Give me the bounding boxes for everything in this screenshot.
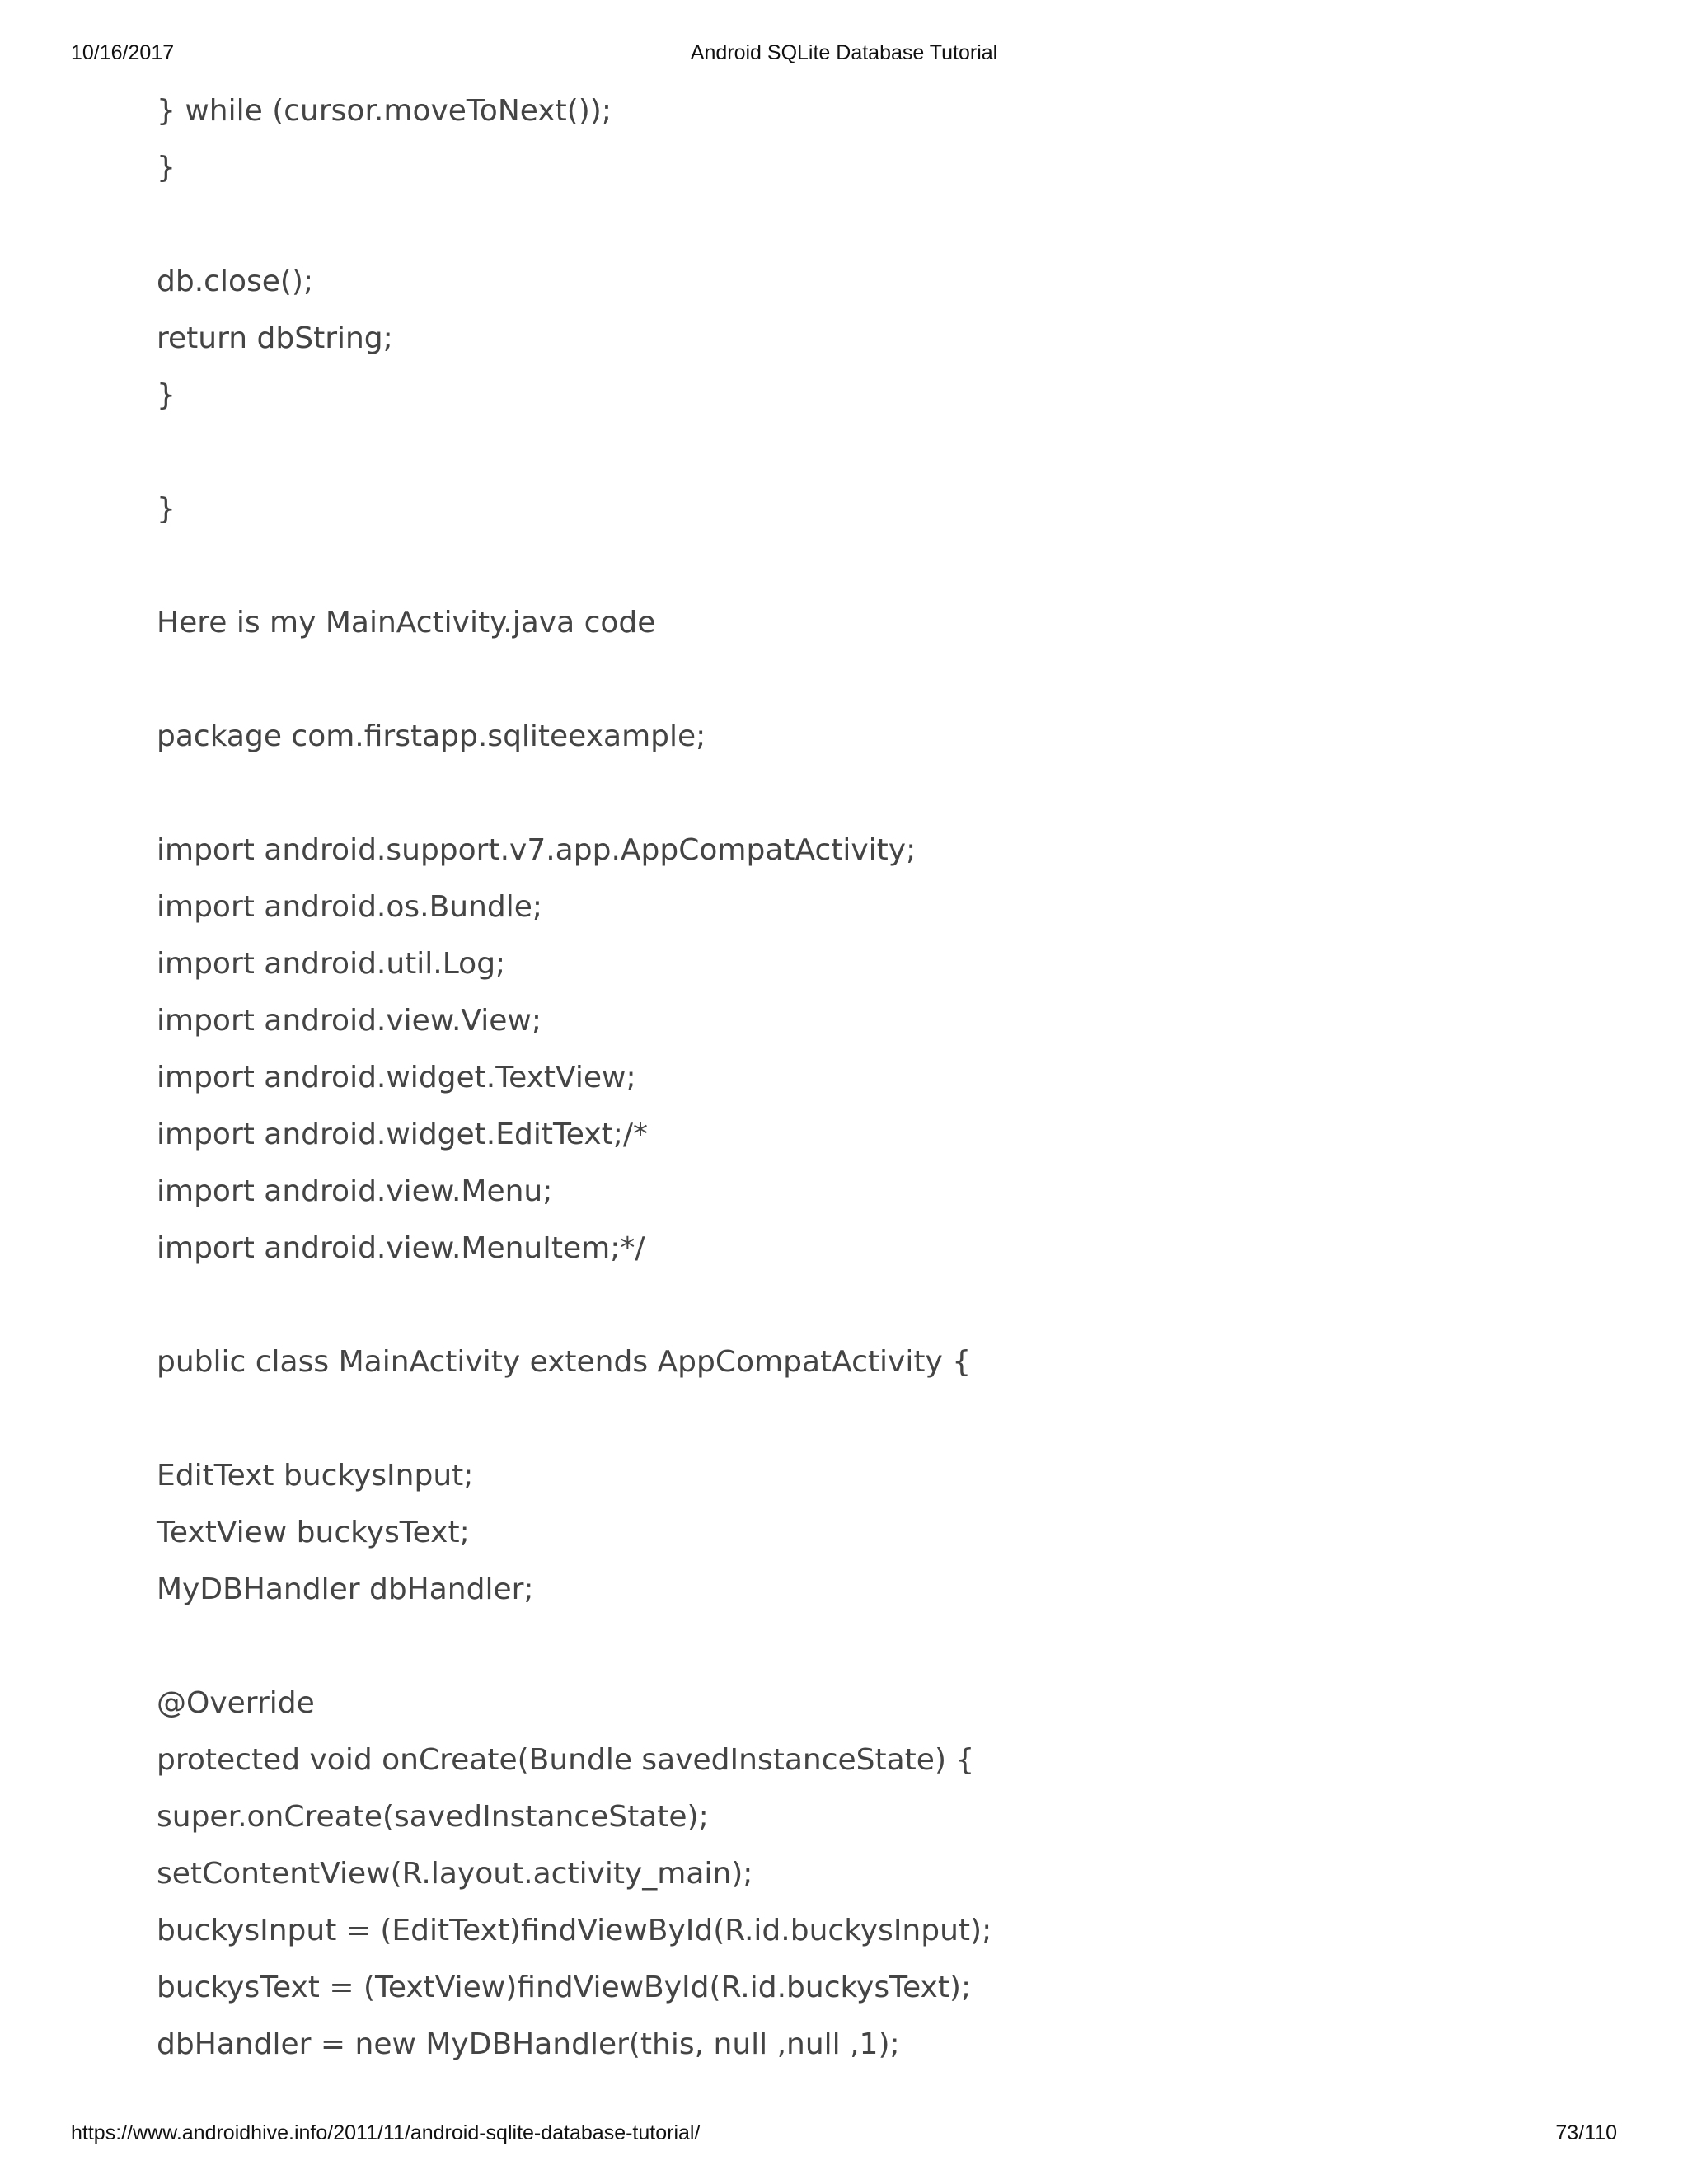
text-line: super.onCreate(savedInstanceState);	[157, 1800, 709, 1834]
blank-line	[157, 1618, 1607, 1675]
text-line: import android.view.MenuItem;*/	[157, 1231, 645, 1265]
text-line: import android.os.Bundle;	[157, 890, 543, 924]
article-body	[157, 82, 1607, 2073]
text-line: buckysText = (TextView)findViewById(R.id.buckysText);	[157, 1971, 972, 2004]
blank-line	[157, 651, 1607, 708]
text-line: setContentView(R.layout.activity_main);	[157, 1857, 753, 1891]
print-header	[71, 41, 1617, 74]
source-url: https://www.androidhive.info/2011/11/android-sqlite-database-tutorial/	[71, 2121, 701, 2144]
blank-line	[157, 196, 1607, 253]
text-line: }	[157, 378, 176, 412]
text-line: import android.widget.EditText;/*	[157, 1118, 649, 1151]
text-line: import android.support.v7.app.AppCompatActivity;	[157, 833, 917, 867]
text-line: buckysInput = (EditText)findViewById(R.id.buckysInput);	[157, 1914, 992, 1947]
text-line: @Override	[157, 1686, 315, 1720]
text-line: Here is my MainActivity.java code	[157, 606, 656, 640]
print-footer	[71, 2121, 1617, 2154]
text-line: }	[157, 492, 176, 526]
text-line: dbHandler = new MyDBHandler(this, null ,null ,1);	[157, 2027, 900, 2061]
text-line: import android.view.Menu;	[157, 1174, 553, 1208]
print-date: 10/16/2017	[71, 41, 175, 64]
blank-line	[157, 424, 1607, 480]
text-line: EditText buckysInput;	[157, 1459, 474, 1493]
text-line: db.close();	[157, 265, 314, 298]
blank-line	[157, 1277, 1607, 1333]
blank-line	[157, 1390, 1607, 1447]
text-line: protected void onCreate(Bundle savedInstanceState) {	[157, 1743, 975, 1777]
text-line: TextView buckysText;	[157, 1516, 470, 1549]
blank-line	[157, 537, 1607, 594]
text-line: MyDBHandler dbHandler;	[157, 1572, 534, 1606]
blank-line	[157, 765, 1607, 822]
text-line: import android.view.View;	[157, 1004, 542, 1038]
text-line: }	[157, 151, 176, 185]
text-line: import android.widget.TextView;	[157, 1061, 636, 1094]
text-line: package com.firstapp.sqliteexample;	[157, 719, 706, 753]
text-line: return dbString;	[157, 321, 393, 355]
page-title: Android SQLite Database Tutorial	[690, 41, 998, 64]
page-number: 73/110	[1555, 2121, 1617, 2144]
text-line: } while (cursor.moveToNext());	[157, 94, 612, 128]
text-line: public class MainActivity extends AppCompatActivity {	[157, 1345, 972, 1379]
text-line: import android.util.Log;	[157, 947, 506, 981]
